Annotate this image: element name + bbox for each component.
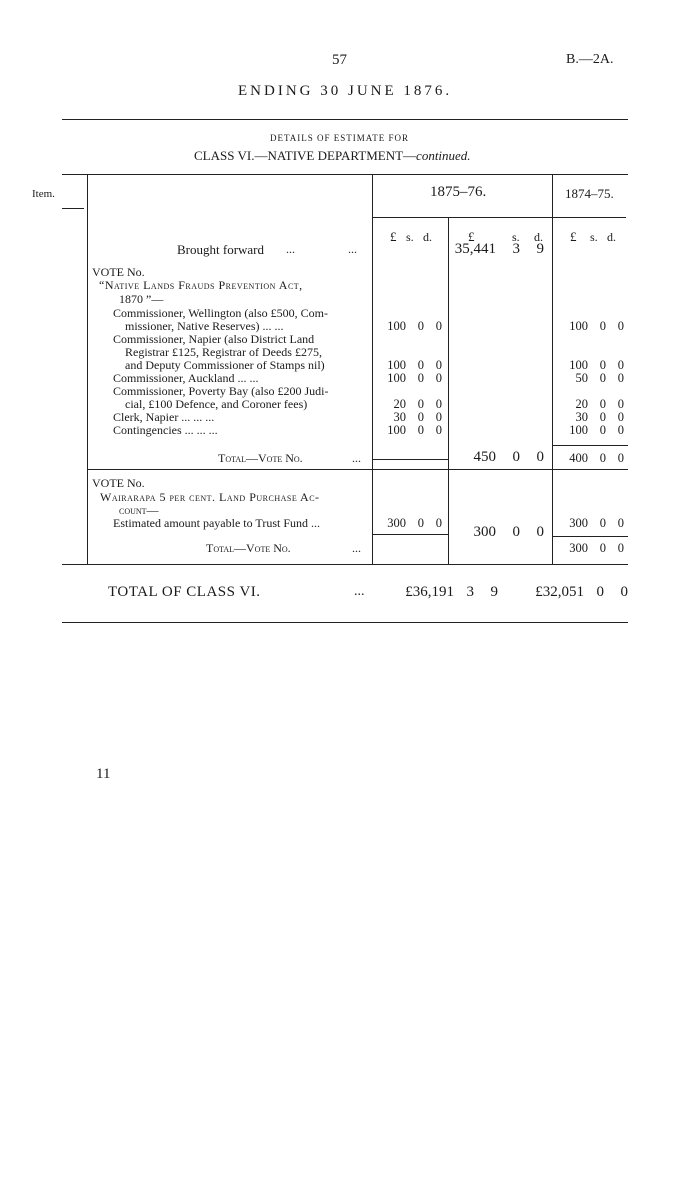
s-header-cur-a: s.	[406, 230, 414, 244]
vote1-row6-cur-d: 0	[435, 423, 442, 437]
vote1-name-line2: 1870 ”—	[119, 292, 164, 306]
vote1-row3-line1: Commissioner, Auckland ... ...	[113, 371, 259, 385]
table-bottom-rule	[62, 564, 628, 565]
vote1-row4-prior-d: 0	[617, 397, 624, 411]
vote1-row1-cur-pounds: 100	[387, 319, 406, 333]
brought-forward-pounds: 35,441	[454, 241, 496, 257]
vote1-total-d: 0	[536, 449, 544, 465]
vote1-row4-cur-d: 0	[435, 397, 442, 411]
vote2-name-line2: count—	[119, 503, 159, 517]
vote2-name-line1: Wairarapa 5 per cent. Land Purchase Ac-	[100, 490, 320, 504]
vote2-total-prior-s: 0	[599, 541, 606, 555]
vote2-subtotal-rule	[372, 534, 448, 535]
vote1-row6-cur-s: 0	[417, 423, 424, 437]
grand-total-prior-d: 0	[620, 584, 628, 600]
document-reference: B.—2A.	[566, 52, 614, 67]
vote1-row1-prior-d: 0	[617, 319, 624, 333]
vote1-row1-line2: missioner, Native Reserves) ... ...	[125, 319, 284, 333]
s-header-prior: s.	[590, 230, 598, 244]
vote1-bottom-rule	[87, 469, 628, 470]
closing-rule	[62, 622, 628, 623]
vote1-row4-prior-pounds: 20	[575, 397, 588, 411]
vote1-number: VOTE No.	[92, 265, 145, 279]
grand-total-current-s: 3	[466, 584, 474, 600]
vote1-row1-prior-pounds: 100	[569, 319, 588, 333]
running-title: ENDING 30 JUNE 1876.	[238, 83, 453, 99]
vote1-row3-prior-s: 0	[599, 371, 606, 385]
brought-forward-dots-a: ...	[286, 242, 295, 256]
vote2-cur-d: 0	[435, 516, 442, 530]
vote1-row2-cur-pounds: 100	[387, 358, 406, 372]
vote2-prior-s: 0	[599, 516, 606, 530]
details-heading: DETAILS OF ESTIMATE FOR	[270, 133, 410, 143]
top-rule	[62, 119, 628, 120]
vote1-total-dots: ...	[352, 451, 361, 465]
vote2-total-dots: ...	[352, 541, 361, 555]
vote1-row2-cur-s: 0	[417, 358, 424, 372]
pound-header-cur-a: £	[390, 229, 397, 244]
vote1-total-s: 0	[512, 449, 520, 465]
vote1-row2-line2: Registrar £125, Registrar of Deeds £275,	[125, 345, 322, 359]
continued-text: continued.	[416, 148, 471, 163]
vote1-row5-prior-pounds: 30	[575, 410, 588, 424]
s-header-cur-b: s.	[512, 230, 520, 244]
vote1-row3-cur-s: 0	[417, 371, 424, 385]
vote1-row5-prior-s: 0	[599, 410, 606, 424]
vote2-cur-s: 0	[417, 516, 424, 530]
vote1-subtotal-rule	[372, 459, 448, 460]
year-prior-header: 1874–75.	[565, 186, 614, 201]
vote1-row4-line2: cial, £100 Defence, and Coroner fees)	[125, 397, 308, 411]
amounts-column-divider	[372, 174, 373, 564]
vote1-total-pounds: 450	[473, 449, 496, 465]
grand-total-prior: £32,051	[535, 584, 584, 600]
vote1-row1-cur-d: 0	[435, 319, 442, 333]
vote1-prior-rule	[552, 445, 628, 446]
vote2-total-prior-d: 0	[617, 541, 624, 555]
vote2-total-s: 0	[512, 524, 520, 540]
header-sub-rule	[372, 217, 626, 218]
vote1-row6-cur-pounds: 100	[387, 423, 406, 437]
vote2-prior-pounds: 300	[569, 516, 588, 530]
vote2-total-label: Total—Vote No.	[206, 541, 291, 555]
inner-amount-divider	[448, 217, 449, 564]
vote2-row-label: Estimated amount payable to Trust Fund ...	[113, 516, 320, 530]
vote1-row6-prior-s: 0	[599, 423, 606, 437]
d-header-cur-b: d.	[534, 230, 543, 244]
pound-header-prior: £	[570, 229, 577, 244]
vote1-row3-cur-d: 0	[435, 371, 442, 385]
vote1-total-prior-s: 0	[599, 451, 606, 465]
vote2-total-d: 0	[536, 524, 544, 540]
vote1-row2-prior-pounds: 100	[569, 358, 588, 372]
vote1-row4-prior-s: 0	[599, 397, 606, 411]
vote1-row2-prior-d: 0	[617, 358, 624, 372]
vote1-row5-prior-d: 0	[617, 410, 624, 424]
vote1-row6-line1: Contingencies ... ... ...	[113, 423, 218, 437]
vote1-row1-prior-s: 0	[599, 319, 606, 333]
vote1-row2-line3: and Deputy Commissioner of Stamps nil)	[125, 358, 325, 372]
item-underline	[62, 208, 84, 209]
grand-total-prior-s: 0	[596, 584, 604, 600]
vote1-row3-prior-d: 0	[617, 371, 624, 385]
d-header-prior: d.	[607, 230, 616, 244]
year-current-header: 1875–76.	[430, 184, 487, 200]
vote1-row5-line1: Clerk, Napier ... ... ...	[113, 410, 215, 424]
grand-total-current: £36,191	[405, 584, 454, 600]
vote1-name-line1: “Native Lands Frauds Prevention Act,	[99, 278, 303, 292]
brought-forward-d: 9	[536, 241, 544, 257]
item-header: Item.	[32, 188, 55, 200]
d-header-cur-a: d.	[423, 230, 432, 244]
vote1-row3-prior-pounds: 50	[575, 371, 588, 385]
grand-total-label: TOTAL OF CLASS VI.	[108, 584, 261, 600]
signature-mark: 11	[96, 766, 111, 782]
brought-forward-s: 3	[512, 241, 520, 257]
vote1-row5-cur-d: 0	[435, 410, 442, 424]
vote1-row4-line1: Commissioner, Poverty Bay (also £200 Judi-	[113, 384, 329, 398]
vote1-row5-cur-pounds: 30	[393, 410, 406, 424]
grand-total-dots: ...	[354, 584, 365, 599]
page-number: 57	[332, 52, 347, 68]
vote1-row1-line1: Commissioner, Wellington (also £500, Com-	[113, 306, 328, 320]
vote2-prior-d: 0	[617, 516, 624, 530]
vote1-row2-line1: Commissioner, Napier (also District Land	[113, 332, 315, 346]
vote1-row1-cur-s: 0	[417, 319, 424, 333]
vote2-total-pounds: 300	[473, 524, 496, 540]
vote1-row2-cur-d: 0	[435, 358, 442, 372]
brought-forward-label: Brought forward	[177, 242, 265, 257]
grand-total-current-d: 9	[490, 584, 498, 600]
prior-year-column-divider	[552, 174, 553, 564]
vote1-total-prior-pounds: 400	[569, 451, 588, 465]
vote2-cur-pounds: 300	[387, 516, 406, 530]
vote2-total-prior-pounds: 300	[569, 541, 588, 555]
vote1-row5-cur-s: 0	[417, 410, 424, 424]
pound-header-cur-b: £	[468, 229, 475, 244]
class-heading-text: CLASS VI.—NATIVE DEPARTMENT—	[194, 148, 417, 163]
vote1-row2-prior-s: 0	[599, 358, 606, 372]
vote2-prior-rule	[552, 536, 628, 537]
class-heading	[194, 148, 471, 164]
vote2-number: VOTE No.	[92, 476, 145, 490]
vote1-row3-cur-pounds: 100	[387, 371, 406, 385]
vote1-total-prior-d: 0	[617, 451, 624, 465]
table-top-rule	[62, 174, 628, 175]
vote1-row6-prior-pounds: 100	[569, 423, 588, 437]
vote1-row6-prior-d: 0	[617, 423, 624, 437]
vote1-row4-cur-s: 0	[417, 397, 424, 411]
item-column-divider	[87, 174, 88, 564]
brought-forward-dots-b: ...	[348, 242, 357, 256]
vote1-row4-cur-pounds: 20	[393, 397, 406, 411]
vote1-total-label: Total—Vote No.	[218, 451, 303, 465]
